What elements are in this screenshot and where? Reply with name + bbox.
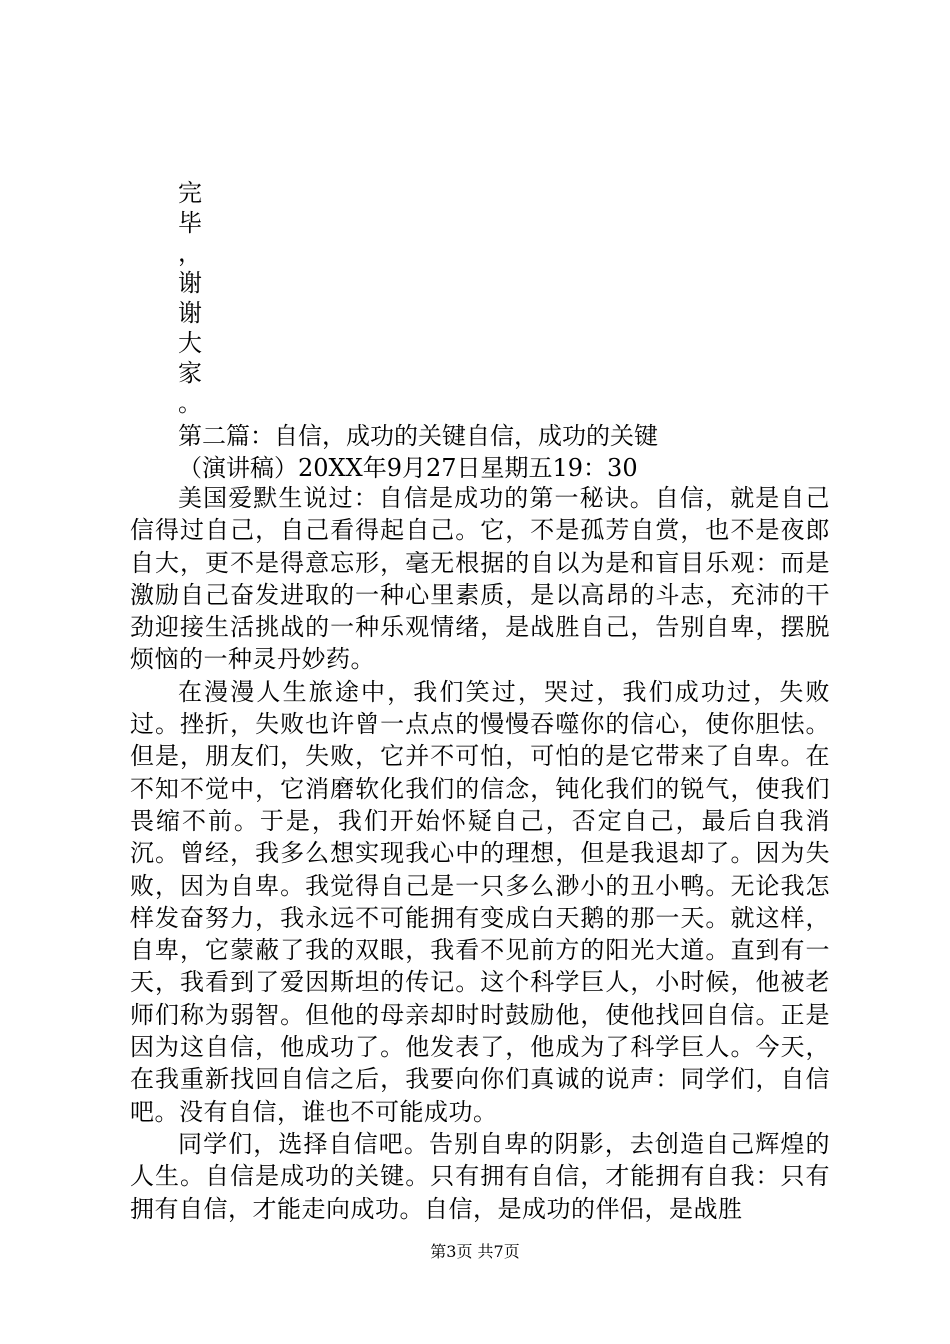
- closing-char: 。: [178, 389, 202, 417]
- section-title: 第二篇：自信，成功的关键自信，成功的关键: [178, 422, 658, 450]
- paragraph: 同学们，选择自信吧。告别自卑的阴影，去创造自己辉煌的人生。自信是成功的关键。只有拥有自信，才能拥有自我：只有拥有自信，才能走向成功。自信，是成功的伴侣，是战胜: [130, 1129, 830, 1223]
- closing-char: ，: [178, 239, 202, 267]
- closing-char: 大: [178, 329, 202, 357]
- speech-body: [130, 482, 830, 1225]
- closing-char: 家: [178, 359, 202, 387]
- closing-char: 谢: [178, 269, 202, 297]
- closing-remark-vertical: [178, 178, 210, 418]
- paragraph: 在漫漫人生旅途中，我们笑过，哭过，我们成功过，失败过。挫折，失败也许曾一点点的慢慢吞噬你的信心，使你胆怯。但是，朋友们，失败，它并不可怕，可怕的是它带来了自卑。在不知不觉中，它消磨软化我们的信念，钝化我们的锐气，使我们畏缩不前。于是，我们开始怀疑自己，否定自己，最后自我消沉。曾经，我多么想实现我心中的理想，但是我退却了。因为失败，因为自卑。我觉得自己是一只多么渺小的丑小鸭。无论我怎样发奋努力，我永远不可能拥有变成白天鹅的那一天。就这样，自卑，它蒙蔽了我的双眼，我看不见前方的阳光大道。直到有一天，我看到了爱因斯坦的传记。这个科学巨人，小时候，他被老师们称为弱智。但他的母亲却时时鼓励他，使他找回自信。正是因为这自信，他成功了。他发表了，他成为了科学巨人。今天，在我重新找回自信之后，我要向你们真诚的说声：同学们，自信吧。没有自信，谁也不可能成功。: [130, 677, 830, 1126]
- page-footer: 第3页 共7页: [430, 1242, 520, 1261]
- paragraph: 美国爱默生说过：自信是成功的第一秘诀。自信，就是自己信得过自己，自己看得起自己。它，不是孤芳自赏，也不是夜郎自大，更不是得意忘形，毫无根据的自以为是和盲目乐观：而是激励自己奋发进取的一种心里素质，是以高昂的斗志，充沛的干劲迎接生活挑战的一种乐观情绪，是战胜自己，告别自卑，摆脱烦恼的一种灵丹妙药。: [130, 484, 830, 674]
- speech-subtitle: （演讲稿）20XX年9月27日星期五19：30: [178, 454, 638, 482]
- closing-char: 谢: [178, 299, 202, 327]
- closing-char: 毕: [178, 209, 202, 237]
- closing-char: 完: [178, 179, 202, 207]
